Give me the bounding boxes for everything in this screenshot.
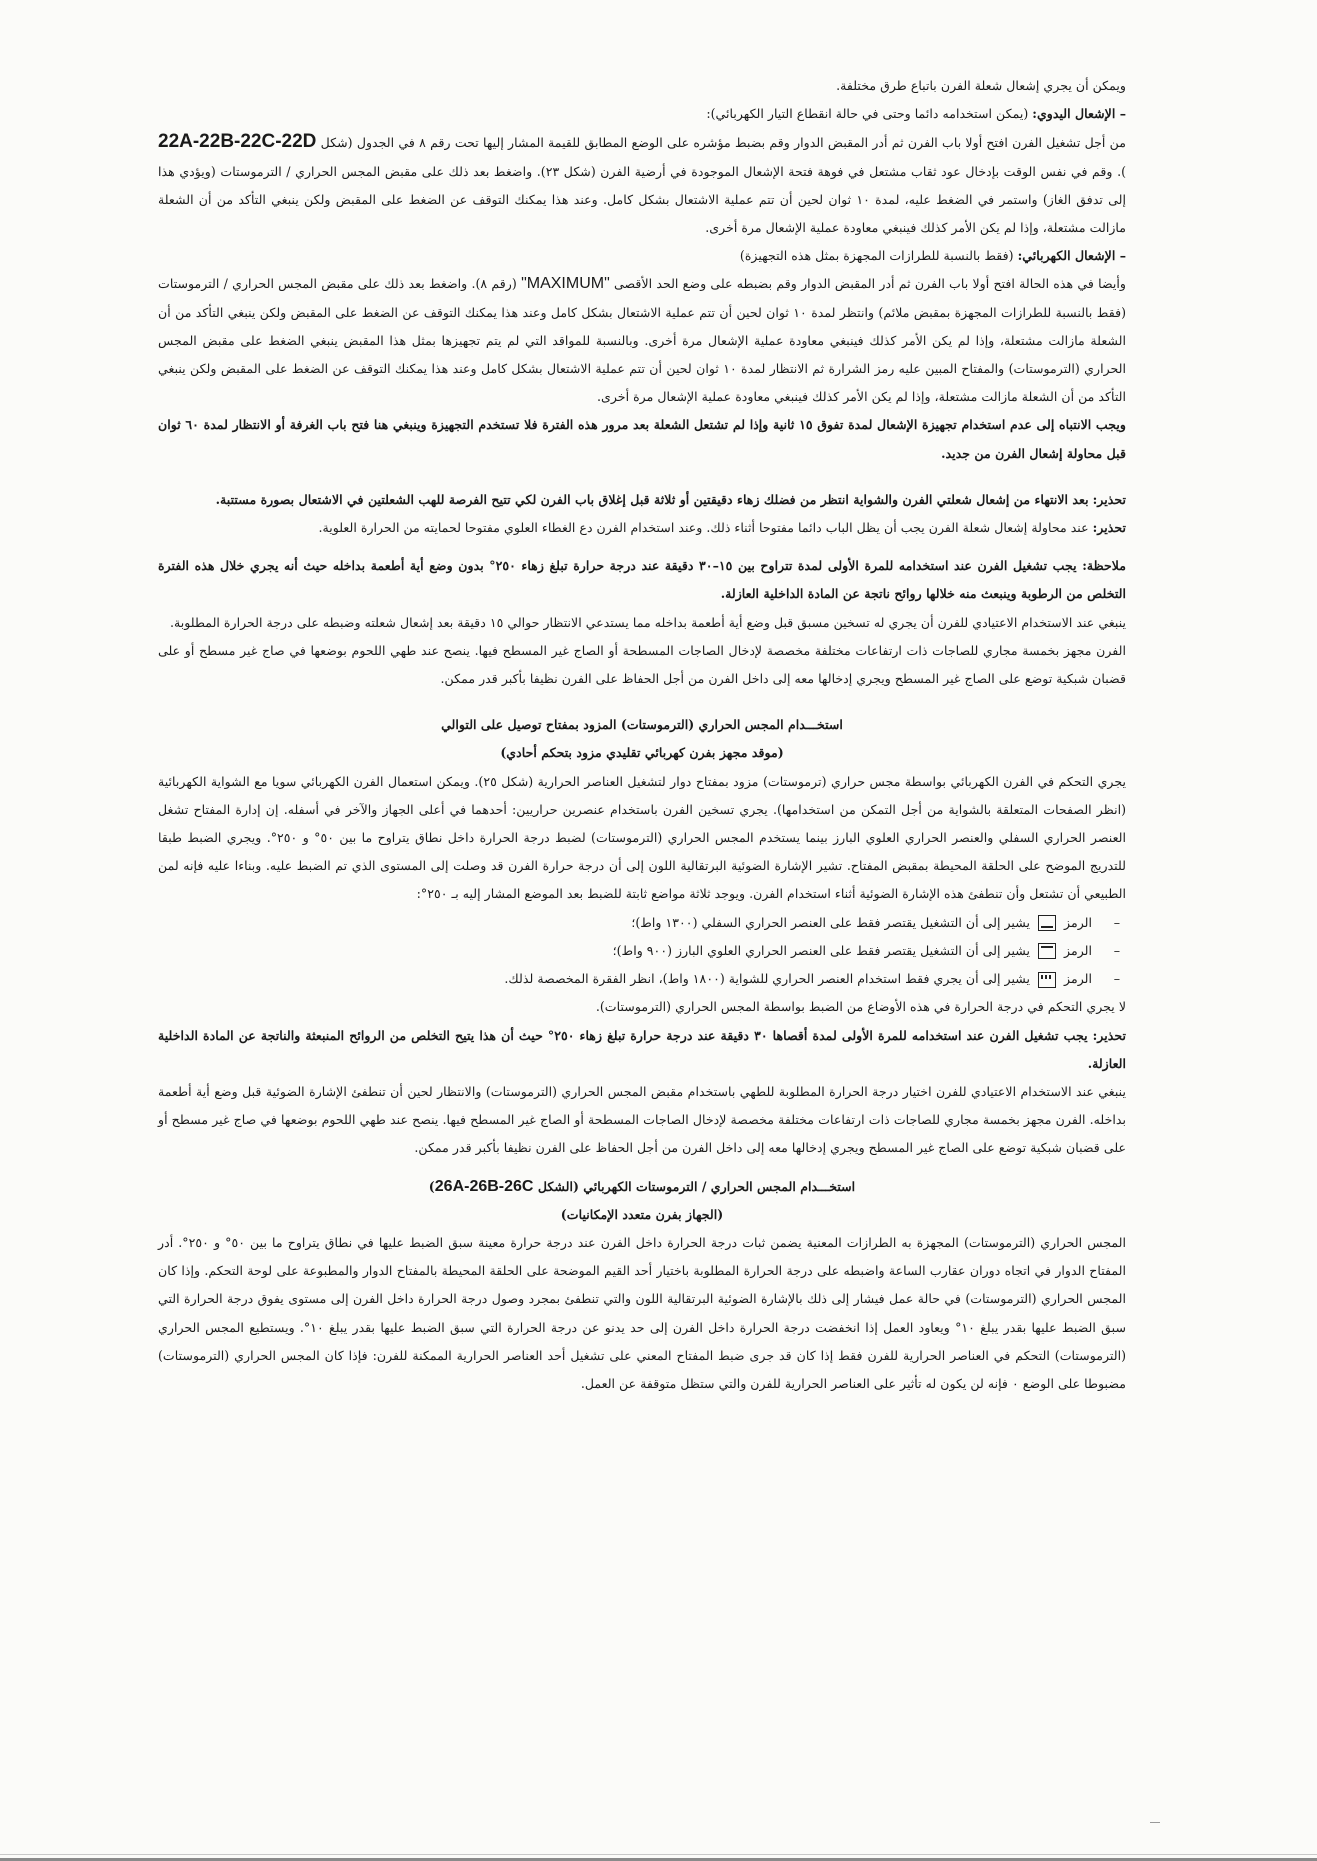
list-item: – الرمز يشير إلى أن التشغيل يقتصر فقط على العنصر الحراري العلوي البارز (٩٠٠ واط)؛ [612, 942, 1120, 958]
section-2-usage-paragraph: ينبغي عند الاستخدام الاعتيادي للفرن اختيار درجة الحرارة المطلوبة للطهي باستخدام مقبض المجس الحراري (الترموستات) والانتظار لحين أن تنطفئ الإشارة الضوئية قبل وضع أية أطعمة بداخله. الفرن مجهز بخمسة مجاري للصاجات ذات ارتفاعات مختلفة مخصصة لإدخال الصاجات المسطحة أو الصاج غير المسطح فيها. ينصح عند طهي اللحوم بوضعها في صاج غير مسطح أو على قضبان شبكية توضع على الصاج غير المسطح ويجري إدخالها معه إلى داخل الفرن من أجل الحفاظ على الفرن نظيفا بأكبر قدر ممكن. [158, 1083, 1126, 1156]
section-3-title: استخـــدام المجس الحراري / الترموستات الكهربائي (الشكل 26A-26B-26C) [428, 1177, 856, 1195]
thermostat-no-control-line: لا يجري التحكم في درجة الحرارة في هذه الأوضاع من الضبط بواسطة المجس الحراري (الترموستات). [595, 999, 1126, 1015]
first-use-note [158, 552, 1126, 608]
preheat-paragraph: ينبغي عند الاستخدام الاعتيادي للفرن أن يجري له تسخين مسبق قبل وضع أية أطعمة بداخله مما يستدعي الانتظار حوالي ١٥ دقيقة بعد إشعال شعلته وضبطه على درجة الحرارة المطلوبة. [170, 614, 1126, 630]
bottom-heat-icon [1038, 915, 1056, 931]
document-page [158, 72, 1126, 1398]
electric-ignition-text-b: (رقم ٨). واضغط بعد ذلك على مقبض المجس الحراري / الترموستات (فقط بالنسبة للطرازات المجهزة بمقبض ملائم) وانتظر لمدة ١٠ ثوان لحين أن تتم عملية الاشتعال بشكل كامل وعند هذا يمكنك التوقف عن الضغط على المقبض ولكن ينبغي التأكد من أن الشعلة مازالت مشتعلة، وإذا لم يكن الأمر كذلك فينبغي معاودة عملية الإشعال مرة أخرى. وبالنسبة للمواقد التي لم يتم تجهيزها بمثل هذا المقبض ينبغي الضغط على مقبض المجس الحراري (الترموستات) والمفتاح المبين عليه رمز الشرارة ثم الانتظار لمدة ١٠ ثوان لحين أن تتم عملية الاشتعال بشكل كامل وعند هذا يمكنك التوقف عن الضغط على المقبض ولكن ينبغي التأكد من أن الشعلة مازالت مشتعلة، وإذا لم يكن الأمر كذلك فينبغي معاودة عملية الإشعال مرة أخرى. [158, 276, 1126, 405]
ignition-duration-warning: ويجب الانتباه إلى عدم استخدام تجهيزة الإشعال لمدة تفوق ١٥ ثانية وإذا لم تشتعل الشعلة بعد مرور هذه الفترة فلا تستخدم التجهيزة وينبغي هنا فتح باب الغرفة أو الانتظار لمدة ٦٠ ثوان قبل محاولة إشعال الفرن من جديد. [158, 417, 1126, 461]
section-3-paragraph: المجس الحراري (الترموستات) المجهزة به الطرازات المعنية يضمن ثبات درجة الحرارة داخل الفرن عند درجة حرارة معينة سبق الضبط عليها في نطاق يتراوح ما بين ٥٠° و ٢٥٠°. أدر المفتاح الدوار في اتجاه دوران عقارب الساعة واضبطه على درجة الحرارة المطلوبة باختيار أحد القيم الموضحة على الحلقة المحيطة بالمفتاح الدوار والمطبوعة على لوحة التحكم. وإذا كان المجس الحراري (الترموستات) في حالة عمل فيشار إلى ذلك بالإشارة الضوئية البرتقالية اللون والتي تنطفئ بمجرد وصول درجة الحرارة داخل الفرن إلى مستوى يفوق درجة الحرارة التي سبق الضبط عليها بقدر يبلغ ١٠° ويعاود العمل إذا انخفضت درجة الحرارة داخل الفرن إلى حد يدنو عن درجة الحرارة التي سبق الضبط عليها بقدر يبلغ ١٠°. ويستطيع المجس الحراري (الترموستات) التحكم في العناصر الحرارية للفرن فقط إذا كان قد جرى ضبط المفتاح المعني على تشغيل أحد العناصر الحرارية الممكنة للفرن: فإذا كان المجس الحراري (الترموستات) مضبوطا على الوضع ٠ فإنه لن يكون له تأثير على العناصر الحرارية للفرن والتي ستظل متوقفة عن العمل. [158, 1234, 1127, 1391]
section-2-paragraph: يجري التحكم في الفرن الكهربائي بواسطة مجس حراري (ترموستات) مزود بمفتاح دوار لتشغيل العناصر الحرارية (شكل ٢٥). ويمكن استعمال الفرن الكهربائي سويا مع الشواية الكهربائية (انظر الصفحات المتعلقة بالشواية من أجل التمكن من استخدامها). يجري تسخين الفرن باستخدام عنصرين حراريين: أحدهما في أعلى الجهاز والآخر في أسفله. إن إدارة المفتاح تشغل العنصر الحراري السفلي والعنصر الحراري العلوي البارز بينما يستخدم المجس الحراري (الترموستات) لضبط درجة الحرارة داخل نطاق يتراوح ما بين ٥٠° و ٢٥٠°. ويجري الضبط طبقا للتدريج الموضح على الحلقة المحيطة بمقبض المفتاح. تشير الإشارة الضوئية البرتقالية اللون إلى أن درجة حرارة الفرن قد وصلت إلى المستوى الذي تم الضبط عليه. وبناءا عليه فإنه لمن الطبيعي أن تشتعل وأن تنطفئ هذه الإشارة الضوئية أثناء استخدام الفرن. ويوجد ثلاثة مواضع ثابتة للضبط بعد الموضع المشار إليه بـ ٢٥٠°: [158, 773, 1127, 902]
electric-ignition-heading: – الإشعال الكهربائي: [1017, 248, 1126, 264]
figure-model-ref-2: 26A-26B-26C [434, 1177, 534, 1195]
electric-ignition-note: (فقط بالنسبة للطرازات المجهزة بمثل هذه التجهيزة) [739, 248, 1014, 264]
section-2-subtitle: (موقد مجهز بفرن كهربائي تقليدي مزود بتحكم أحادي) [500, 745, 784, 761]
caution-1-label: تحذير: [1092, 491, 1126, 507]
manual-ignition-paragraph [158, 128, 1126, 242]
section-2-warning-label: تحذير: [1092, 1027, 1127, 1043]
grill-icon [1038, 972, 1056, 988]
electric-ignition-heading-line [158, 242, 1126, 270]
section-2-warning [158, 1022, 1126, 1078]
manual-ignition-note: (يمكن استخدامه دائما وحتى في حالة انقطاع التيار الكهربائي): [706, 106, 1029, 122]
maximum-label: "MAXIMUM" [521, 275, 610, 293]
list-item: – الرمز يشير إلى أن التشغيل يقتصر فقط على العنصر الحراري السفلي (١٣٠٠ واط)؛ [631, 914, 1120, 930]
note-label: ملاحظة: [1082, 558, 1127, 574]
scan-mark [1150, 1822, 1160, 1823]
section-3-subtitle: (الجهاز بفرن متعدد الإمكانيات) [560, 1206, 724, 1222]
section-2-warning-text: يجب تشغيل الفرن عند استخدامه للمرة الأولى لمدة أقصاها ٣٠ دقيقة عند درجة حرارة تبلغ زهاء ٢٥٠° حيث أن هذا يتيح التخلص من الروائح المنبعثة والناتجة عن المادة الداخلية العازلة. [158, 1027, 1126, 1071]
manual-ignition-heading: – الإشعال اليدوي: [1032, 106, 1126, 122]
caution-2 [158, 514, 1126, 542]
caution-2-text: عند محاولة إشعال شعلة الفرن يجب أن يظل الباب دائما مفتوحا أثناء ذلك. وعند استخدام الفرن دع الغطاء العلوي مفتوحا لحمايته من الحرارة العلوية. [318, 520, 1089, 536]
caution-1-text: بعد الانتهاء من إشعال شعلتي الفرن والشواية انتظر من فضلك زهاء دقيقتين أو ثلاثة قبل إغلاق باب الفرن لكي تتيح الفرصة للهب الشعلتين في الاشتعال بصورة مستتبة. [215, 491, 1089, 507]
rack-paragraph: الفرن مجهز بخمسة مجاري للصاجات ذات ارتفاعات مختلفة مخصصة لإدخال الصاجات المسطحة أو الصاج غير المسطح فيها. ينصح عند طهي اللحوم بوضعها في صاج غير مسطح أو على قضبان شبكية توضع على الصاج غير المسطح ويجري إدخالها معه إلى داخل الفرن من أجل الحفاظ على الفرن نظيفا بأكبر قدر ممكن. [158, 642, 1126, 687]
top-heat-icon [1038, 943, 1056, 959]
manual-ignition-text-a: من أجل تشغيل الفرن افتح أولا باب الفرن ثم أدر المقبض الدوار وقم بضبط مؤشره على الوضع المطابق للقيمة المشار إليها تحت رقم ٨ في الجدول (شكل [320, 135, 1126, 151]
section-2-title: استخـــدام المجس الحراري (الترموستات) المزود بمفتاح توصيل على التوالي [441, 717, 843, 733]
intro-line: ويمكن أن يجري إشعال شعلة الفرن باتباع طرق مختلفة. [836, 78, 1126, 93]
electric-ignition-paragraph [158, 270, 1126, 411]
manual-ignition-text-b: ). وقم في نفس الوقت بإدخال عود ثقاب مشتعل في فوهة فتحة الإشعال الموجودة في أرضية الفرن (شكل ٢٣). واضغط بعد ذلك على مقبض المجس الحراري / الترموستات (ويؤدي هذا إلى تدفق الغاز) واستمر في الضغط عليه، لمدة ١٠ ثوان لحين أن تتم عملية الاشتعال بشكل كامل. وعند هذا يمكنك التوقف عن الضغط على المقبض ولكن ينبغي التأكد من أن الشعلة مازالت مشتعلة، وإذا لم يكن الأمر كذلك فينبغي معاودة عملية الإشعال مرة أخرى. [158, 163, 1127, 236]
caution-2-label: تحذير: [1092, 520, 1126, 536]
list-item: – الرمز يشير إلى أن يجري فقط استخدام العنصر الحراري للشواية (١٨٠٠ واط)، انظر الفقرة المخصصة لذلك. [504, 971, 1120, 987]
heating-modes-list [158, 909, 1126, 994]
caution-1 [158, 486, 1126, 514]
figure-model-ref: 22A-22B-22C-22D [158, 131, 317, 153]
scan-edge-line-faint [0, 1854, 1317, 1855]
manual-ignition-heading-line [158, 100, 1126, 128]
note-text: يجب تشغيل الفرن عند استخدامه للمرة الأولى لمدة تتراوح بين ١٥–٣٠ دقيقة عند درجة حرارة تبلغ زهاء ٢٥٠° بدون وضع أية أطعمة بداخله حيث أنه يجري خلال هذه الفترة التخلص من الرطوبة وينبعث منه خلالها روائح ناتجة عن المادة الداخلية العازلة. [158, 558, 1126, 602]
electric-ignition-text-a: وأيضا في هذه الحالة افتح أولا باب الفرن ثم أدر المقبض الدوار وقم بضبطه على وضع الحد الأقصى [614, 276, 1126, 292]
